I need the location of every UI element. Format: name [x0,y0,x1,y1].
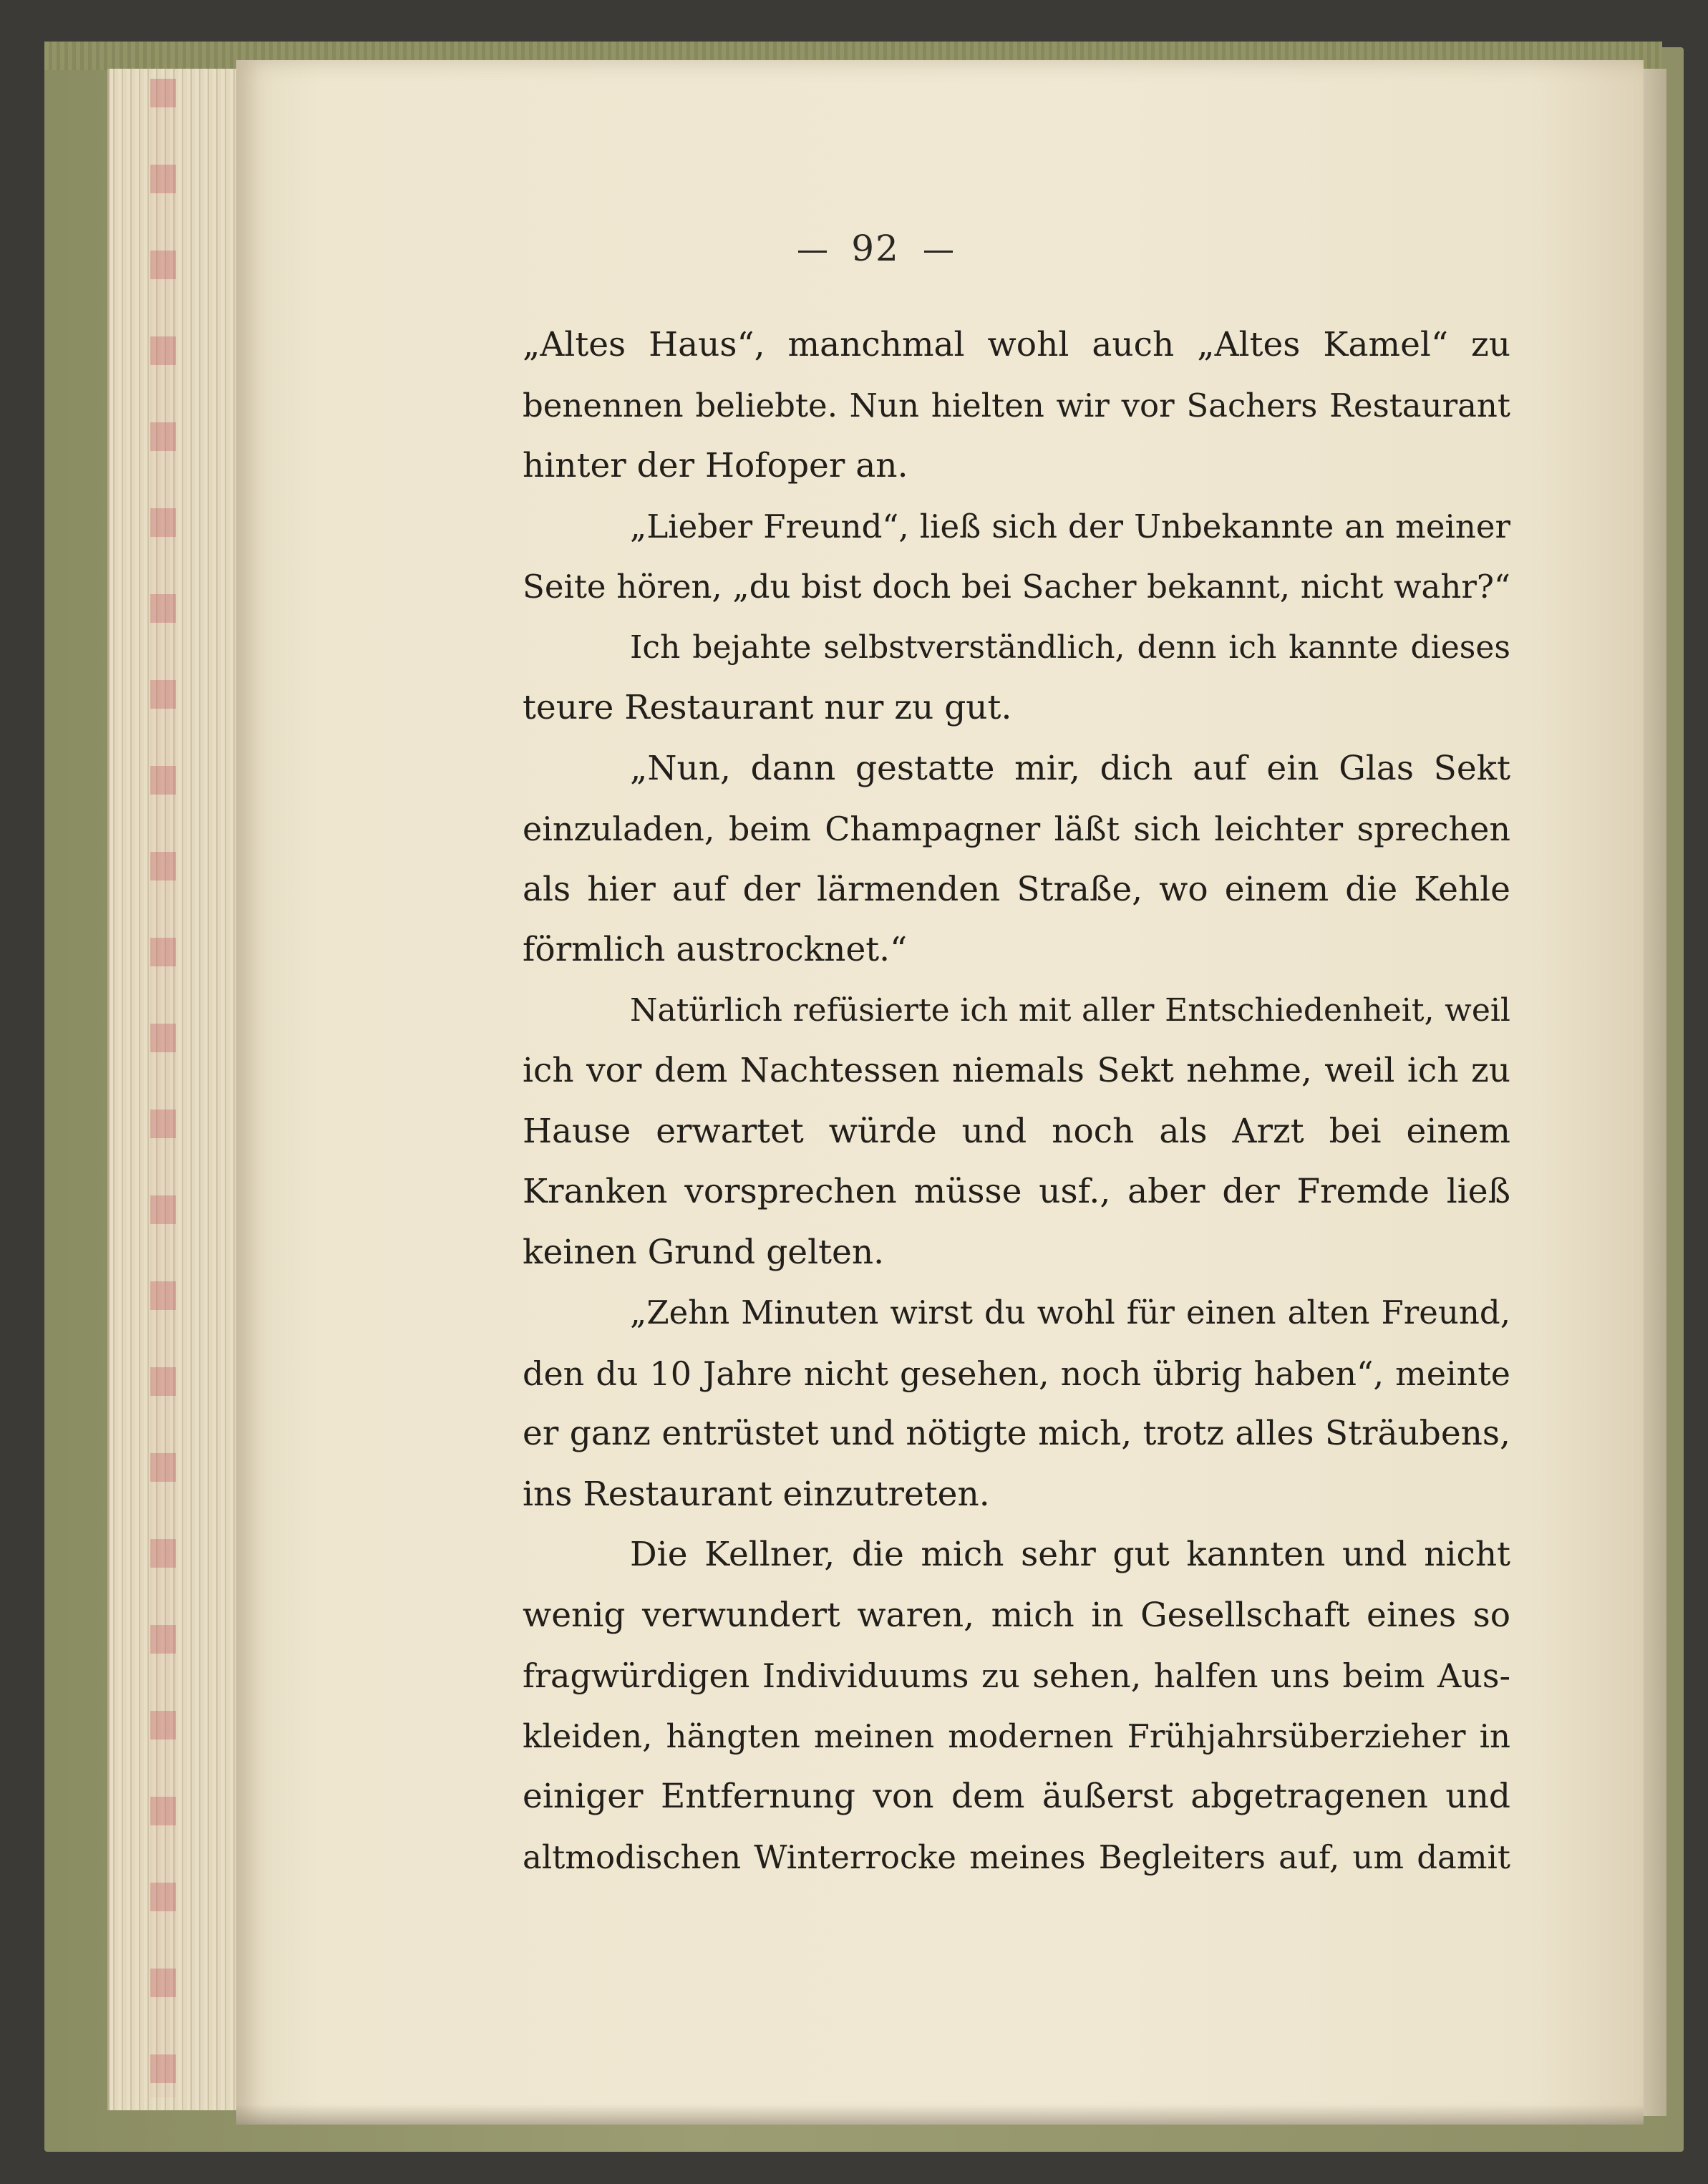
text-line: teure Restaurant nur zu gut. [523,688,1012,727]
text-line: benennen beliebte. Nun hielten wir vor Sachers Restaurant [523,386,1510,424]
text-line: einzuladen, beim Champagner läßt sich leichter sprechen [523,810,1510,848]
text-line: als hier auf der lärmenden Straße, wo einem die Kehle [523,869,1510,909]
text-line: er ganz entrüstet und nötigte mich, trotz alles Sträubens, [523,1414,1510,1453]
left-dash [798,251,827,253]
text-line: Die Kellner, die mich sehr gut kannten und nicht [630,1535,1510,1574]
text-line: Natürlich refüsierte ich mit aller Entschiedenheit, weil [630,991,1510,1029]
text-line: Kranken vorsprechen müsse usf., aber der Fremde ließ [523,1172,1510,1211]
text-line: den du 10 Jahre nicht gesehen, noch übrig haben“, meinte [523,1354,1510,1393]
text-line: wenig verwundert waren, mich in Gesellschaft eines so [523,1595,1510,1635]
text-line: „Lieber Freund“, ließ sich der Unbekannte an meiner [630,507,1510,545]
page-number: 92 [851,228,900,269]
text-line: „Zehn Minuten wirst du wohl für einen alten Freund, [630,1294,1510,1331]
text-line: „Altes Haus“, manchmal wohl auch „Altes Kamel“ zu [523,325,1510,364]
text-line: Seite hören, „du bist doch bei Sacher bekannt, nicht wahr?“ [523,568,1510,606]
right-dash [924,251,953,253]
text-line: altmodischen Winterrocke meines Begleiters auf, um damit [523,1838,1510,1876]
text-line: fragwürdigen Individuums zu sehen, halfen uns beim Aus- [523,1656,1510,1695]
text-line: keinen Grund gelten. [523,1232,885,1272]
text-line: Ich bejahte selbstverständlich, denn ich kannte dieses [630,628,1510,666]
page-bottom-shadow [236,2105,1644,2125]
spine-stain [150,79,176,2097]
text-line: förmlich austrocknet.“ [523,930,908,969]
text-line: einiger Entfernung von dem äußerst abgetragenen und [523,1777,1510,1816]
text-line: ich vor dem Nachtessen niemals Sekt nehme, weil ich zu [523,1051,1510,1090]
text-line: „Nun, dann gestatte mir, dich auf ein Glas Sekt [630,748,1510,788]
page-number-header [0,228,1708,269]
body-text [523,315,1510,1888]
text-line: Hause erwartet würde und noch als Arzt bei einem [523,1111,1510,1151]
text-line: hinter der Hofoper an. [523,446,908,485]
text-line: kleiden, hängten meinen modernen Frühjahrsüberzieher in [523,1717,1510,1755]
text-line: ins Restaurant einzutreten. [523,1474,990,1514]
